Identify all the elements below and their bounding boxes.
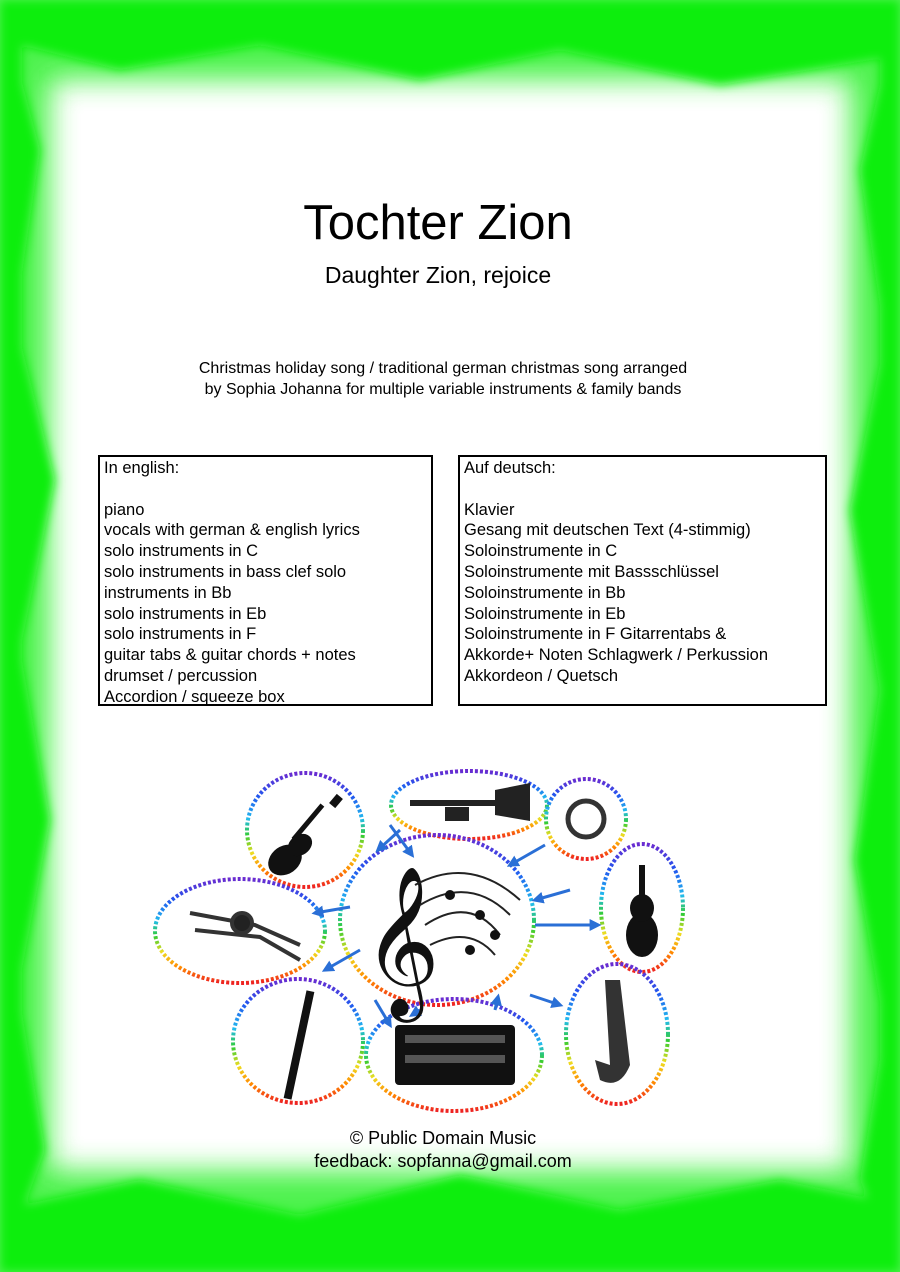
- violin-icon: [626, 865, 658, 957]
- copyright-text: © Public Domain Music: [349, 1128, 537, 1148]
- guitar-ring: [247, 773, 363, 887]
- description: [0, 358, 886, 400]
- trumpet-icon: [410, 783, 530, 821]
- svg-text:𝄞: 𝄞: [363, 864, 440, 1016]
- tambourine-icon: [568, 801, 604, 837]
- list-item: Akkordeon / Quetsch: [464, 666, 619, 685]
- instrument-collage: [150, 765, 710, 1120]
- german-box-heading: Auf deutsch:: [464, 459, 556, 477]
- accordion-icon: [395, 1025, 515, 1085]
- list-item: piano: [104, 500, 145, 519]
- list-item: solo instruments in Eb: [104, 604, 267, 623]
- list-item: Gesang mit deutschen Text (4-stimmig): [464, 521, 751, 540]
- list-item: drumset / percussion: [104, 666, 258, 685]
- tambourine-ring: [546, 779, 626, 859]
- guitar-icon: [262, 794, 343, 882]
- description-line: by Sophia Johanna for multiple variable instruments & family bands: [204, 381, 682, 398]
- trombone-icon: [190, 913, 300, 960]
- list-item: Accordion / squeeze box: [104, 687, 285, 706]
- list-item: instruments in Bb: [104, 583, 232, 602]
- saxophone-icon: [595, 980, 630, 1083]
- list-item: Soloinstrumente in Eb: [464, 604, 626, 623]
- footer: [0, 1127, 886, 1173]
- list-item: solo instruments in F: [104, 625, 257, 644]
- list-item: Klavier: [464, 500, 515, 519]
- list-item: Soloinstrumente in C: [464, 542, 618, 561]
- page-title: Tochter Zion: [303, 196, 573, 250]
- list-item: Akkorde+ Noten Schlagwerk / Perkussion: [464, 646, 769, 665]
- list-item: guitar tabs & guitar chords + notes: [104, 646, 356, 665]
- list-item: Soloinstrumente in Bb: [464, 583, 626, 602]
- list-item: vocals with german & english lyrics: [104, 521, 360, 540]
- list-item: Soloinstrumente in F Gitarrentabs &: [464, 625, 727, 644]
- clarinet-icon: [284, 990, 315, 1099]
- english-box-heading: In english:: [104, 459, 180, 477]
- german-instrument-box: [458, 455, 827, 706]
- page-subtitle: Daughter Zion, rejoice: [324, 262, 552, 288]
- feedback-text: feedback: sopfanna@gmail.com: [314, 1151, 572, 1171]
- list-item: solo instruments in bass clef solo: [104, 562, 347, 581]
- english-instrument-box: [98, 455, 433, 706]
- description-line: Christmas holiday song / traditional german christmas song arranged: [198, 360, 688, 377]
- list-item: solo instruments in C: [104, 542, 259, 561]
- list-item: Soloinstrumente mit Bassschlüssel: [464, 562, 719, 581]
